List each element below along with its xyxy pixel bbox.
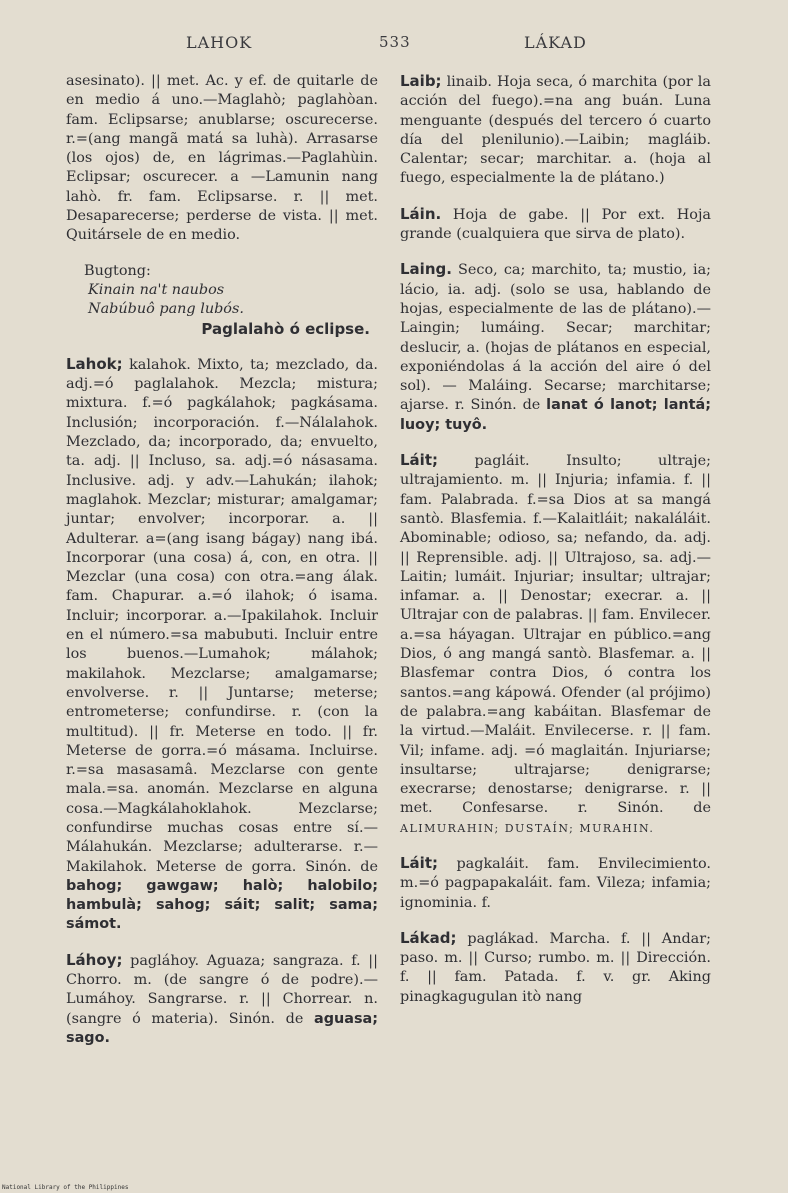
entry-body: Hoja de gabe. || Por ext. Hoja grande (cualquiera que sirva de plato).	[400, 206, 711, 243]
left-column	[66, 72, 378, 1064]
riddle-line: Nabúbuô pang lubós.	[88, 301, 244, 318]
headword: Láhoy;	[66, 950, 123, 969]
entry-body: kalahok. Mixto, ta; mezclado, da. adj.=ó paglalahok. Mezcla; mistura; mixtura. f.=ó pagkálahok; pagkásama. Inclusión; incorporación. f.—Nálalahok. Mezclado, da; incorporado, da; envuelto, ta. adj. || Incluso, sa. adj.=ó násasama. Inclusive. adj. y adv.—Lahukán; ilahok; maglahok. Mezclar; misturar; amalgamar; juntar; envolver; incorporar. a. || Adulterar. a=(ang isang bágay) nang ibá. Incorporar (una cosa) á, con, en otra. || Mezclar (una cosa) con otra.=ang álak. fam. Chapurar. a.=ó ilahok; ó isama. Incluir; incorporar. a.—Ipakilahok. Incluir en el número.=sa mabubuti. Incluir entre los buenos.—Lumahok; málahok; makilahok. Mezclarse; amalgamarse; envolverse. r. || Juntarse; meterse; entrometerse; confundirse. r. (con la multitud). || fr. Meterse en todo. || fr. Meterse de gorra.=ó másama. Incluirse. r.=sa masasamâ. Mezclarse con gente mala.=sa. anomán. Mezclarse en alguna cosa.—Magkálahoklahok. Mezclarse; confundirse muchas cosas entre sí.—Málahukán. Mezclarse; adulterarse. r.—Makilahok. Meterse de gorra. Sinón. de	[66, 356, 378, 875]
headword: Laing.	[400, 260, 452, 279]
headword: Lákad;	[400, 928, 457, 947]
entry-lahoy	[66, 951, 378, 1048]
library-watermark: National Library of the Philippines	[2, 1184, 129, 1191]
synonyms: bahog; gawgaw; halò; halobilo; hambulà; sahog; sáit; salit; sama; sámot.	[66, 877, 378, 933]
entry-body: Seco, ca; marchito, ta; mustio, ia; lácio, ia. adj. (solo se usa, hablando de hojas, especialmente de las de plátano).—Laingin; lumáing. Secar; marchitar; deslucir, a. (hojas de plátanos en especial, exponiéndolas á la acción del aire ó del sol). — Maláing. Secarse; marchitarse; ajarse. r. Sinón. de	[400, 262, 711, 414]
riddle-answer: Paglalahò ó eclipse.	[201, 319, 370, 338]
headword: Laib;	[400, 72, 442, 90]
entry-body: pagkaláit. fam. Envilecimiento. m.=ó pagpapakaláit. fam. Vileza; infamia; ignominia. f.	[400, 855, 711, 911]
entry-lahok	[66, 355, 378, 935]
entry-laing	[400, 260, 711, 435]
entry-lait-2	[400, 854, 711, 913]
synonyms: ALIMURAHIN; DUSTAÍN; MURAHIN.	[400, 821, 655, 835]
headword: Láin.	[400, 204, 442, 223]
synonyms: aguasa; sago.	[66, 1010, 378, 1046]
entry-body: linaib. Hoja seca, ó marchita (por la acción del fuego).=na ang buán. Luna menguante (después del tercero ó cuarto día del plenilunio).—Laibin; magláib. Calentar; secar; marchitar. a. (hoja al fuego, especialmente la de plátano.)	[400, 74, 711, 187]
header-left-guide-word: LAHOK	[186, 33, 253, 52]
running-header	[0, 33, 788, 55]
entry-laib	[400, 72, 711, 189]
entry-body: paglákad. Marcha. f. || Andar; paso. m. || Curso; rumbo. m. || Dirección. f. || fam. Patada. f. v. gr. Aking pinagkagugulan itò nang	[400, 930, 711, 1005]
page-number: 533	[379, 33, 411, 51]
headword: Láit;	[400, 853, 438, 872]
right-column	[400, 72, 711, 1023]
entry-body: pagláhoy. Aguaza; sangraza. f. || Chorro. m. (de sangre ó de podre).—Lumáhoy. Sangrarse. r. || Chorrear. n. (sangre ó materia). Sinón. de	[66, 952, 378, 1027]
synonyms: lanat ó lanot; lantá; luoy; tuyô.	[400, 397, 711, 433]
entry-continuation: asesinato). || met. Ac. y ef. de quitarle de en medio á uno.—Maglahò; paglahòan. fam. Eclipsarse; anublarse; oscurecerse. r.=(ang mangã matá sa luhà). Arrasarse (los ojos) de, en lágrimas.—Paglahùin. Eclipsar; oscurecer. a —Lamunin nang lahò. fr. fam. Eclipsarse. r. || met. Desaparecerse; perderse de vista. || met. Quitársele de en medio.	[66, 73, 378, 244]
entry-lain	[400, 205, 711, 245]
headword: Láit;	[400, 451, 438, 470]
riddle-block	[66, 262, 378, 339]
entry-lakad	[400, 929, 711, 1007]
riddle-label: Bugtong:	[84, 262, 151, 279]
headword: Lahok;	[66, 354, 123, 373]
entry-lait	[400, 451, 711, 838]
entry-body: pagláit. Insulto; ultraje; ultrajamiento. m. || Injuria; infamia. f. || fam. Palabrada. f.=sa Dios at sa mangá santò. Blasfemia. f.—Kalaitláit; nakaláláit. Abominable; odioso, sa; nefando, da. adj. || Reprensible. adj. || Ultrajoso, sa. adj.—Laitin; lumáit. Injuriar; insultar; ultrajar; infamar. a. || Denostar; execrar. a. || Ultrajar con de palabras. || fam. Envilecer. a.=sa háyagan. Ultrajar en público.=ang Dios, ó ang mangá santò. Blasfemar. a. || Blasfemar contra Dios, ó contra los santos.=ang kápowá. Ofender (al prójimo) de palabra.=ang kabáitan. Blasfemar de la virtud.—Maláit. Envilecerse. r. || fam. Vil; infame. adj. =ó maglaitán. Injuriarse; insultarse; ultrajarse; denigrarse; execrarse; denostarse; denigrarse. r. || met. Confesarse. r. Sinón. de	[400, 453, 711, 817]
riddle-line: Kinain na't naubos	[88, 281, 225, 298]
header-right-guide-word: LÁKAD	[524, 33, 587, 52]
